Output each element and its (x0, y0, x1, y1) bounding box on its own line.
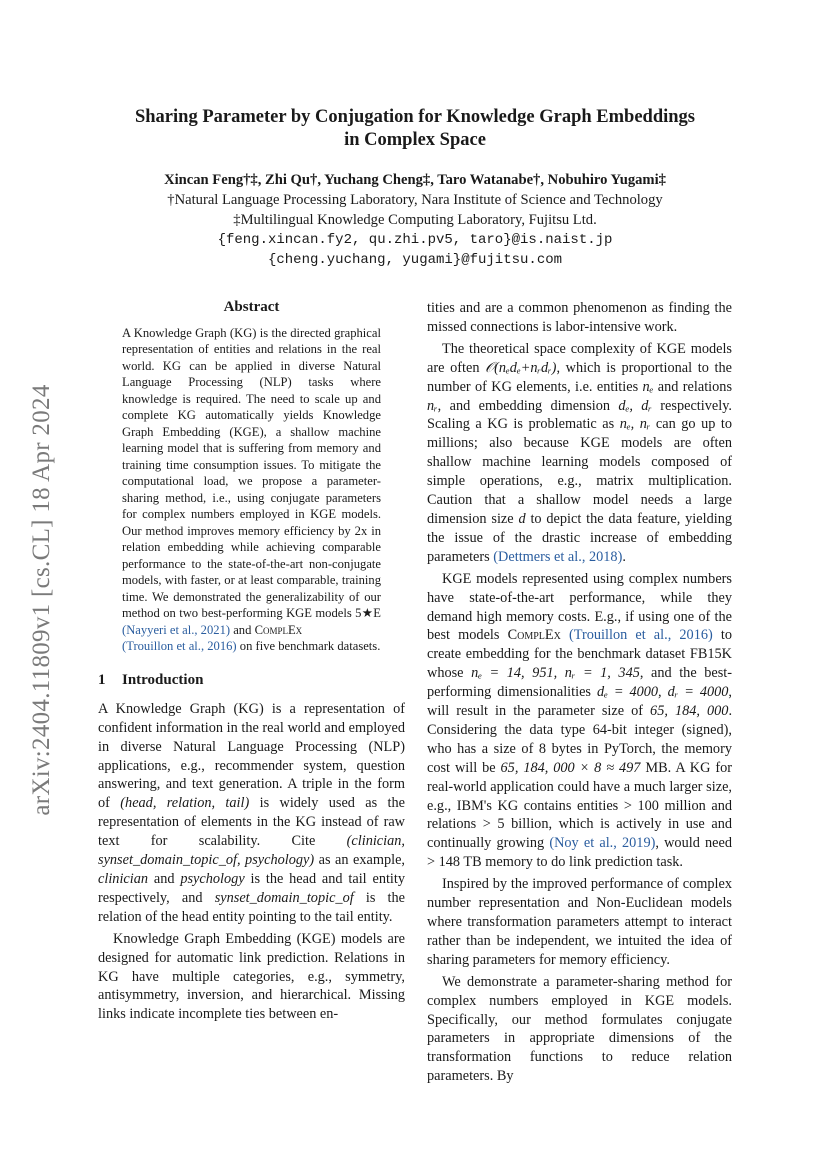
abstract-body (122, 325, 381, 655)
title-line-1: Sharing Parameter by Conjugation for Knowledge Graph Embeddings (134, 107, 695, 127)
right-paragraph-demonstrate: We demonstrate a parameter-sharing method for complex numbers employed in KGE models. Specifically, our method formulates conjugate parameters in appropriate dimensions of the transformation functions to reduce relation parameters. By (427, 973, 732, 1085)
left-column (98, 298, 405, 1027)
title-line-2: in Complex Space (344, 130, 486, 150)
right-column (427, 299, 732, 1089)
right-paragraph-continued: tities and are a common phenomenon as finding the missed connections is labor-intensive work. (427, 300, 732, 335)
math-ne: nₑ (642, 378, 654, 395)
section-title: Introduction (122, 671, 204, 688)
math-fb15k-sizes: nₑ = 14, 951, nᵣ = 1, 345 (471, 665, 640, 682)
math-psychology: psychology (180, 870, 245, 887)
arxiv-identifier-stamp (22, 360, 62, 840)
math-example-triple: (clinician, synset_domain_topic_of, psychology) (98, 833, 406, 869)
email-fujitsu: {cheng.yuchang, yugami}@fujitsu.com (267, 252, 563, 268)
paper-title (100, 106, 730, 152)
author-names: Xincan Feng†‡, Zhi Qu†, Yuchang Cheng‡, Taro Watanabe†, Nobuhiro Yugami‡ (164, 172, 666, 188)
citation-noy-2019[interactable]: (Noy et al., 2019) (549, 835, 656, 852)
author-block (100, 170, 730, 270)
citation-dettmers-2018[interactable]: (Dettmers et al., 2018) (493, 548, 623, 565)
math-d: d (518, 510, 526, 527)
arxiv-id-text: arXiv:2404.11809v1 [cs.CL] 18 Apr 2024 (28, 384, 55, 816)
math-de-dr: dₑ, dᵣ (618, 397, 652, 414)
complex-model-name-2: ComplEx (507, 627, 561, 644)
affiliation-naist: †Natural Language Processing Laboratory, Nara Institute of Science and Technology (167, 192, 663, 208)
abstract-and: and (233, 622, 252, 637)
right-paragraph-inspired: Inspired by the improved performance of complex number representation and Non-Euclidean models where transformation parameters attempt to interact rather than be independent, we intuited the idea of sharing parameters for memory efficiency. (427, 876, 732, 968)
section-number: 1 (98, 671, 106, 688)
email-naist: {feng.xincan.fy2, qu.zhi.pv5, taro}@is.naist.jp (217, 232, 613, 248)
citation-nayyeri-2021[interactable]: (Nayyeri et al., 2021) (122, 622, 231, 637)
math-memory-cost: 65, 184, 000 × 8 ≈ 497 (500, 759, 641, 776)
citation-trouillon-2016-b[interactable]: (Trouillon et al., 2016) (568, 627, 713, 644)
math-complexity: 𝒪(nₑdₑ+nᵣdᵣ) (485, 359, 557, 376)
math-relation: synset_domain_topic_of (214, 889, 354, 906)
math-ne-nr: nₑ, nᵣ (619, 416, 651, 433)
right-paragraph-complex-models: KGE models represented using complex numbers have state-of-the-art performance, while they demand high memory costs. E.g., if using one of the best models ComplEx (Trouillon et al., 2016) to create embedding for the benchmark dataset FB15K whose nₑ = 14, 951, nᵣ = 1, 345, and the best-performing dimensionalities dₑ = 4000, dᵣ = 4000, will result in the parameter size of 65, 184, 000. Considering the data type 64-bit integer (signed), who has a size of 8 bytes in PyTorch, the memory cost will be 65, 184, 000 × 8 ≈ 497 MB. A KG for real-world application could have a much larger size, e.g., IBM's KG contains entities > 100 million and relations > 5 billion, which is actively in use and continually growing (Noy et al., 2019), would need > 148 TB memory to do link prediction task. (427, 570, 733, 871)
section-heading-introduction (98, 671, 405, 690)
intro-paragraph-2: Knowledge Graph Embedding (KGE) models are designed for automatic link prediction. Relations in KG have multiple categories, e.g., symmetry, antisymmetry, inversion, and hierarchical. Missing links indicate incomplete ties between en- (98, 930, 405, 1023)
abstract-text: A Knowledge Graph (KG) is the directed graphical representation of entities and relations in the real world. KG can be applied in diverse Natural Language Processing (NLP) tasks where knowledge is required. The need to scale up and complete KG automatically yields Knowledge Graph Embedding (KGE), a shallow machine learning model that is suffering from memory and training time consumption issues. To mitigate the computational load, we propose a parameter-sharing method, i.e., using conjugate parameters for complex numbers employed in KGE models. Our method improves memory efficiency by 2x in relation embedding while achieving comparable performance to the state-of-the-art non-conjugate models, with faster, or at least comparable, training time. We demonstrated the generalizability of our method on two best-performing KGE models 5★E (122, 325, 381, 621)
intro-paragraph-1: A Knowledge Graph (KG) is a representation of confident information in the real world and employed in diverse Natural Language Processing (NLP) applications, e.g., recommender system, question answering, and text generation. A triple in the form of (head, relation, tail) is widely used as the representation of elements in the KG instead of raw text for scalability. Cite (clinician, synset_domain_topic_of, psychology) as an example, clinician and psychology is the head and tail entity respectively, and synset_domain_topic_of is the relation of the head entity pointing to the tail entity. (98, 700, 406, 925)
math-nr: nᵣ (427, 397, 438, 414)
abstract-end: on five benchmark datasets. (239, 639, 381, 654)
math-param-size: 65, 184, 000 (650, 703, 729, 720)
right-paragraph-complexity: The theoretical space complexity of KGE models are often 𝒪(nₑdₑ+nᵣdᵣ), which is proportional to the number of KG elements, i.e. entities nₑ and relations nᵣ, and embedding dimension dₑ, dᵣ respectively. Scaling a KG is problematic as nₑ, nᵣ can go up to millions; also because KGE models are often shallow machine learning models composed of simple operations, e.g., matrix multiplication. Caution that a shallow model needs a large dimension size d to depict the data feature, yielding the issue of the drastic increase of embedding parameters (Dettmers et al., 2018). (427, 340, 733, 565)
citation-trouillon-2016[interactable]: (Trouillon et al., 2016) (122, 639, 237, 654)
math-dims: dₑ = 4000, dᵣ = 4000 (596, 684, 729, 701)
abstract-heading: Abstract (223, 299, 280, 315)
affiliation-fujitsu: ‡Multilingual Knowledge Computing Laboratory, Fujitsu Ltd. (233, 212, 597, 228)
math-triple: (head, relation, tail) (120, 795, 250, 812)
math-clinician: clinician (98, 870, 149, 887)
complex-model-name: ComplEx (254, 622, 303, 637)
